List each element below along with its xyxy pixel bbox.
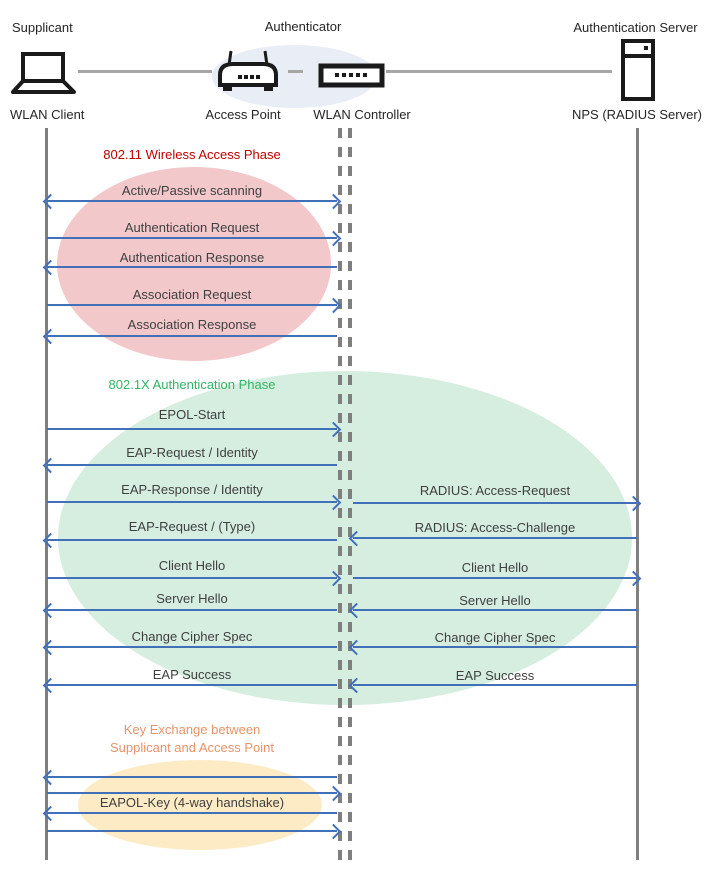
actor-authenticator-label: Authenticator	[264, 19, 342, 34]
controller-box-icon	[318, 63, 385, 88]
message-auth-request-label: Authentication Request	[124, 220, 260, 235]
message-assoc-request-label: Association Request	[132, 287, 252, 302]
message-eap-success-right-label: EAP Success	[455, 668, 535, 683]
message-eap-request-identity-label: EAP-Request / Identity	[126, 445, 258, 460]
message-client-hello-right-label: Client Hello	[461, 560, 529, 575]
arrow-client-hello-right	[353, 577, 637, 579]
phase-key-exchange-title-line1: Key Exchange between	[123, 722, 261, 737]
arrow-auth-request	[47, 237, 337, 239]
arrow-assoc-response	[47, 335, 337, 337]
message-server-hello-left-label: Server Hello	[156, 591, 228, 606]
arrow-server-hello-right	[353, 609, 637, 611]
arrow-eap-request-identity	[47, 464, 337, 466]
arrow-eap-response-identity	[47, 501, 337, 503]
arrow-change-cipher-left	[47, 646, 337, 648]
message-assoc-response-label: Association Response	[127, 317, 257, 332]
arrow-eapol-key-1	[47, 776, 337, 778]
arrow-assoc-request	[47, 304, 337, 306]
message-change-cipher-left-label: Change Cipher Spec	[131, 629, 253, 644]
message-radius-access-request-label: RADIUS: Access-Request	[419, 483, 571, 498]
phase-8021x-title: 802.1X Authentication Phase	[108, 377, 276, 392]
arrow-eap-success-left	[47, 684, 337, 686]
wireless-router-icon	[216, 47, 280, 93]
message-eap-success-left-label: EAP Success	[152, 667, 232, 682]
message-scanning-label: Active/Passive scanning	[121, 183, 263, 198]
arrow-change-cipher-right	[353, 646, 637, 648]
arrow-eap-request-type	[47, 539, 337, 541]
arrow-eapol-key-2	[47, 792, 337, 794]
message-eap-response-identity-label: EAP-Response / Identity	[121, 482, 263, 497]
arrow-scanning	[47, 200, 337, 202]
arrow-radius-access-challenge	[353, 537, 637, 539]
arrow-eapol-key-4	[47, 830, 337, 832]
message-auth-response-label: Authentication Response	[119, 250, 265, 265]
message-eap-request-type-label: EAP-Request / (Type)	[128, 519, 256, 534]
message-client-hello-left-label: Client Hello	[158, 558, 226, 573]
arrow-auth-response	[47, 266, 337, 268]
actor-supplicant-label: Supplicant	[12, 20, 73, 35]
message-server-hello-right-label: Server Hello	[459, 593, 531, 608]
message-epol-start-label: EPOL-Start	[158, 407, 226, 422]
arrow-eapol-key-3	[47, 812, 337, 814]
connector-ap-to-controller	[288, 70, 303, 73]
phase-key-exchange-title-line2: Supplicant and Access Point	[109, 740, 275, 755]
actor-authentication-server-label: Authentication Server	[573, 20, 698, 35]
laptop-icon	[10, 50, 78, 95]
connector-client-to-ap	[78, 70, 212, 73]
arrow-client-hello-left	[47, 577, 337, 579]
message-radius-access-challenge-label: RADIUS: Access-Challenge	[414, 520, 576, 535]
device-radius-server-label: NPS (RADIUS Server)	[571, 107, 703, 122]
device-wlan-client-label: WLAN Client	[10, 107, 85, 122]
lifeline-authenticator-right	[348, 128, 352, 860]
message-eapol-key-label: EAPOL-Key (4-way handshake)	[99, 795, 285, 810]
device-wlan-controller-label: WLAN Controller	[313, 107, 411, 122]
arrow-epol-start	[47, 428, 337, 430]
device-access-point-label: Access Point	[205, 107, 281, 122]
arrow-server-hello-left	[47, 609, 337, 611]
phase-80211-title: 802.11 Wireless Access Phase	[103, 147, 281, 162]
connector-controller-to-server	[386, 70, 612, 73]
arrow-eap-success-right	[353, 684, 637, 686]
server-tower-icon	[620, 38, 656, 102]
message-change-cipher-right-label: Change Cipher Spec	[434, 630, 556, 645]
arrow-radius-access-request	[353, 502, 637, 504]
